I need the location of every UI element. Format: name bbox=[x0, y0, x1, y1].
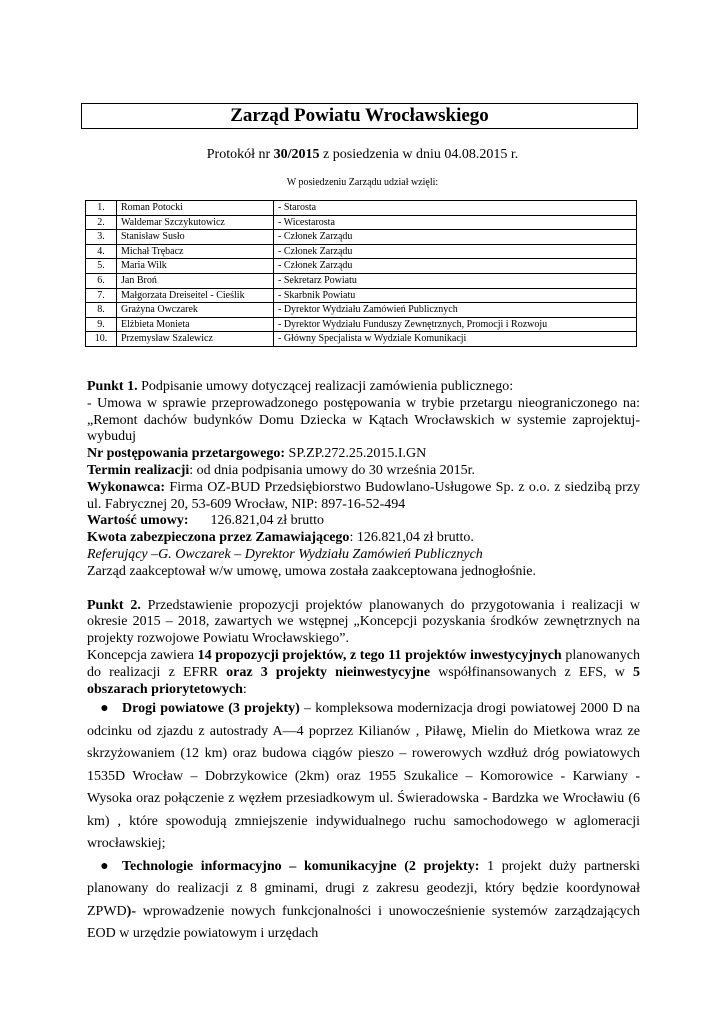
k3: planowanych do realizacji z EFRR bbox=[87, 647, 641, 680]
nr-value: SP.ZP.272.25.2015.I.GN bbox=[285, 446, 427, 462]
table-row bbox=[86, 215, 637, 230]
kwota-label: Kwota zabezpieczona przez Zamawiającego bbox=[87, 530, 350, 546]
member-number: 7. bbox=[86, 288, 117, 303]
member-number: 6. bbox=[86, 273, 117, 288]
member-number: 10. bbox=[86, 332, 117, 347]
member-name: Elżbieta Monieta bbox=[117, 317, 274, 332]
kwota-value: : 126.821,04 zł brutto. bbox=[349, 530, 474, 546]
member-role: - Dyrektor Wydziału Zamówień Publicznych bbox=[274, 303, 637, 318]
member-number: 3. bbox=[86, 230, 117, 245]
member-role: - Sekretarz Powiatu bbox=[274, 273, 637, 288]
punkt2-label: Punkt 2. bbox=[87, 597, 141, 613]
k5: współfinansowanych z EFS, w bbox=[430, 664, 633, 680]
protocol-prefix: Protokół nr bbox=[206, 147, 274, 162]
k6: 5 obszarach priorytetowych bbox=[87, 664, 640, 697]
members-table bbox=[85, 200, 637, 347]
punkt1-label: Punkt 1. bbox=[87, 379, 138, 394]
table-row bbox=[86, 273, 637, 288]
attendance-heading: W posiedzeniu Zarządu udział wzięli: bbox=[286, 177, 439, 188]
k2: 14 propozycji projektów, z tego 11 projektów inwestycyjnych bbox=[197, 647, 562, 663]
punkt1-decision: Zarząd zaakceptował w/w umowę, umowa została zaakceptowana jednogłośnie. bbox=[87, 563, 536, 579]
member-number: 2. bbox=[86, 215, 117, 230]
list-item bbox=[87, 698, 640, 856]
member-name: Maria Wilk bbox=[117, 259, 274, 274]
member-name: Michał Trębacz bbox=[117, 244, 274, 259]
table-row bbox=[86, 244, 637, 259]
punkt2-intro-text: Przedstawienie propozycji projektów planowanych do przygotowania i realizacji w okresie 2015 – 2018, zawartych we wstępnej „Koncepcji pozyskania środków zewnętrznych na projekty rozwojowe Powiatu Wrocławskiego”. bbox=[87, 597, 640, 647]
punkt2-koncepcja bbox=[87, 648, 640, 698]
punkt1-wykonawca bbox=[87, 480, 640, 514]
priority-list bbox=[87, 698, 640, 946]
member-role: - Starosta bbox=[274, 201, 637, 216]
table-row bbox=[86, 288, 637, 303]
referent-text: Referujący –G. Owczarek – Dyrektor Wydziału Zamówień Publicznych bbox=[87, 546, 483, 562]
member-name: Grażyna Owczarek bbox=[117, 303, 274, 318]
wartosc-value: 126.821,04 zł brutto bbox=[210, 513, 325, 529]
nr-label: Nr postępowania przetargowego: bbox=[87, 446, 286, 462]
member-role: - Dyrektor Wydziału Funduszy Zewnętrznych, Promocji i Rozwoju bbox=[274, 317, 637, 332]
member-name: Waldemar Szczykutowicz bbox=[117, 215, 274, 230]
member-number: 9. bbox=[86, 317, 117, 332]
document-body bbox=[87, 379, 640, 946]
list-item bbox=[87, 856, 640, 946]
wartosc-label: Wartość umowy: bbox=[87, 513, 189, 529]
member-name: Przemysław Szalewicz bbox=[117, 332, 274, 347]
member-role: - Członek Zarządu bbox=[274, 244, 637, 259]
member-role: - Wicestarosta bbox=[274, 215, 637, 230]
table-row bbox=[86, 332, 637, 347]
punkt2-intro bbox=[87, 598, 640, 648]
punkt1-wartosc bbox=[87, 513, 640, 530]
protocol-suffix: z posiedzenia w dniu 04.08.2015 r. bbox=[319, 147, 519, 162]
punkt1-termin bbox=[87, 463, 640, 480]
member-number: 1. bbox=[86, 201, 117, 216]
member-name: Małgorzata Dreiseitel - Cieślik bbox=[117, 288, 274, 303]
bullet-icon: ● bbox=[100, 858, 109, 874]
bullet2-bold: )- bbox=[126, 903, 136, 919]
bullet1-text: – kompleksowa modernizacja drogi powiatowej 2000 D na odcinku od zjazdu z autostrady A—4 poprzez Kilianów , Piławę, Mielin do Mietkowa wraz ze skrzyżowaniem (12 km) oraz budowa ciągów pieszo – rowerowych wzdłuż dróg powiatowych 1535D Wrocław – Dobrzykowice (2km) oraz 1955 Szukalice – Komorowice - Karwiany - Wysoka oraz połączenie z węzłem przesiadkowym ul. Świeradowska - Bardzka we Wrocławiu (6 km) , które spowodują zmniejszenie indywidualnego ruchu samochodowego w aglomeracji wrocławskiej; bbox=[87, 701, 640, 852]
member-number: 8. bbox=[86, 303, 117, 318]
termin-value: : od dnia podpisania umowy do 30 września 2015r. bbox=[189, 462, 476, 478]
member-role: - Skarbnik Powiatu bbox=[274, 288, 637, 303]
bullet2-title: Technologie informacyjno – komunikacyjne (2 projekty: bbox=[122, 858, 480, 874]
wykonawca-label: Wykonawca: bbox=[87, 479, 166, 495]
document-title: Zarząd Powiatu Wrocławskiego bbox=[81, 103, 638, 129]
punkt1-nr bbox=[87, 446, 640, 463]
punkt1-kwota bbox=[87, 530, 640, 547]
member-name: Stanisław Susło bbox=[117, 230, 274, 245]
bullet2-text2: wprowadzenie nowych funkcjonalności i unowocześnienie systemów zarządzających EOD w urzędzie powiatowym i urzędach bbox=[87, 903, 640, 942]
punkt1-heading-text: Podpisanie umowy dotyczącej realizacji zamówienia publicznego: bbox=[137, 379, 514, 394]
member-name: Roman Potocki bbox=[117, 201, 274, 216]
bullet1-title: Drogi powiatowe (3 projekty) bbox=[122, 701, 300, 717]
protocol-line bbox=[0, 147, 725, 163]
bullet2-text1: 1 projekt duży partnerski planowany do realizacji z 8 gminami, drugi z zakresu geodezji, który będzie koordynował ZPWD bbox=[87, 858, 641, 919]
protocol-number: 30/2015 bbox=[273, 147, 320, 162]
member-role: - Członek Zarządu bbox=[274, 259, 637, 274]
punkt1-description: - Umowa w sprawie przeprowadzonego postępowania w trybie przetargu nieograniczonego na: „Remont dachów budynków Domu Dziecka w Kątach Wrocławskich w systemie zaprojektuj- wybuduj bbox=[87, 395, 640, 445]
table-row bbox=[86, 317, 637, 332]
table-row bbox=[86, 230, 637, 245]
table-row bbox=[86, 259, 637, 274]
k1: Koncepcja zawiera bbox=[87, 647, 198, 663]
member-role: - Główny Specjalista w Wydziale Komunikacji bbox=[274, 332, 637, 347]
punkt1-referent bbox=[87, 547, 640, 564]
member-number: 5. bbox=[86, 259, 117, 274]
bullet-icon: ● bbox=[100, 701, 109, 717]
member-number: 4. bbox=[86, 244, 117, 259]
punkt1-heading bbox=[87, 379, 640, 396]
k4: oraz 3 projekty nieinwestycyjne bbox=[226, 664, 431, 680]
table-row bbox=[86, 303, 637, 318]
member-name: Jan Broń bbox=[117, 273, 274, 288]
table-row bbox=[86, 201, 637, 216]
wykonawca-value: Firma OZ-BUD Przedsiębiorstwo Budowlano-Usługowe Sp. z o.o. z siedzibą przy ul. Fabrycznej 20, 53-609 Wrocław, NIP: 897-16-52-494 bbox=[87, 479, 640, 512]
k7: : bbox=[242, 681, 247, 697]
termin-label: Termin realizacji bbox=[87, 462, 190, 478]
member-role: - Członek Zarządu bbox=[274, 230, 637, 245]
